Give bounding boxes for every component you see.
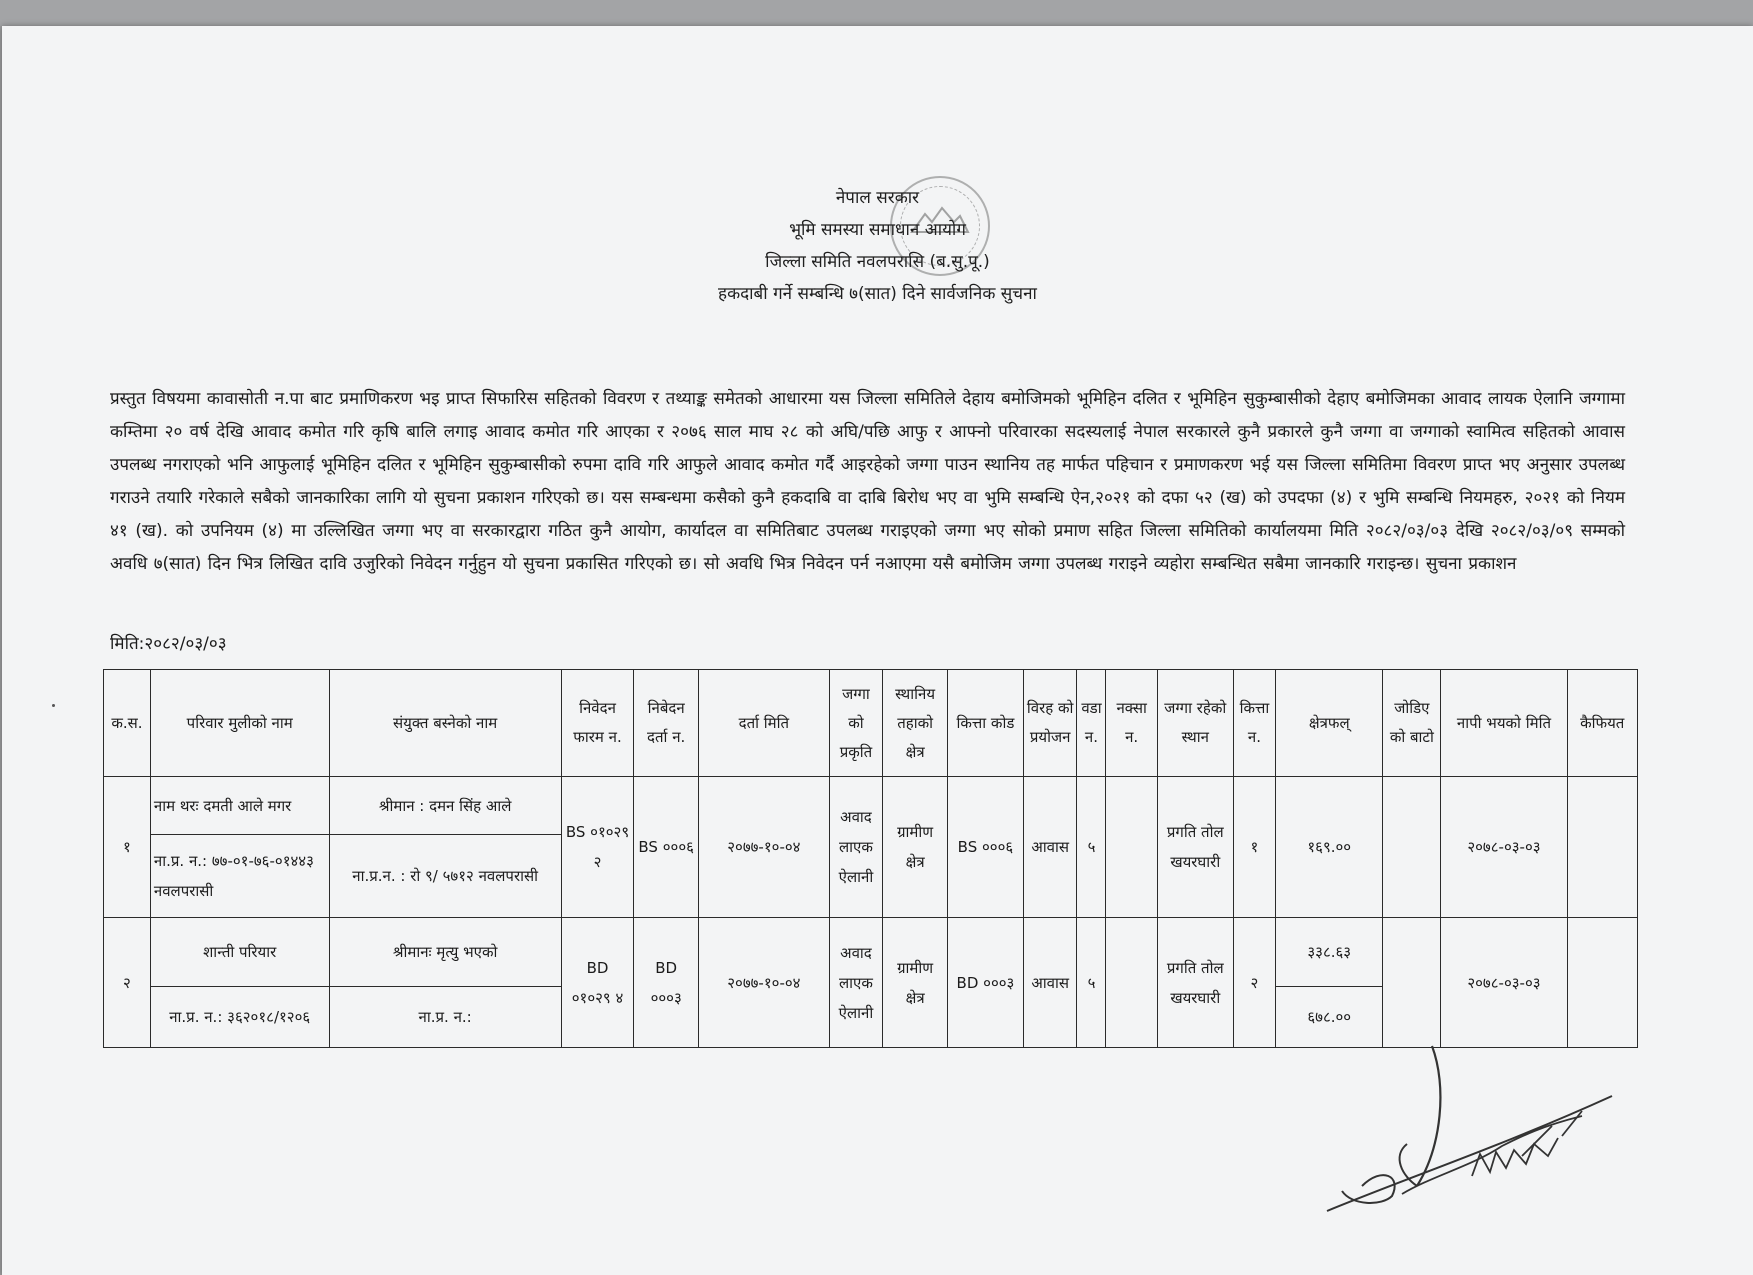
column-header: निवेदन फारम न. — [561, 670, 634, 777]
handwritten-signature — [1322, 1026, 1622, 1216]
column-header: कित्ता न. — [1233, 670, 1275, 777]
cell-area: ६७८.०० — [1276, 987, 1383, 1048]
cell-map-no — [1106, 777, 1157, 918]
cell-land-nature: अवाद लाएक ऐलानी — [829, 918, 883, 1048]
claimants-table — [103, 669, 1638, 1048]
notice-header — [2, 182, 1753, 310]
punch-mark — [52, 704, 55, 707]
cell-reg-no: BS ०००६ — [634, 777, 699, 918]
cell-area: १६९.०० — [1276, 777, 1383, 918]
cell-reg-no: BD ०००३ — [634, 918, 699, 1048]
cell-joint-cit: ना.प्र. न.: — [329, 987, 561, 1048]
cell-family-head-name: नाम थरः दमती आले मगर — [150, 777, 329, 835]
cell-family-head-name: शान्ती परियार — [150, 918, 329, 987]
header-government: नेपाल सरकार — [835, 188, 920, 208]
column-header: वडा न. — [1077, 670, 1106, 777]
document-page — [2, 26, 1753, 1275]
cell-remarks — [1567, 777, 1637, 918]
cell-joint-name: श्रीमानः मृत्यु भएको — [329, 918, 561, 987]
cell-kitta-no: १ — [1233, 777, 1275, 918]
table-row — [104, 918, 1638, 987]
column-header: जग्गा को प्रकृति — [829, 670, 883, 777]
column-header: कित्ता कोड — [947, 670, 1023, 777]
cell-local-area: ग्रामीण क्षेत्र — [883, 777, 948, 918]
cell-form-no: BS ०१०२९ २ — [561, 777, 634, 918]
cell-kitta-no: २ — [1233, 918, 1275, 1048]
cell-joint-cit: ना.प्र.न. : रो ९/ ५७१२ नवलपरासी — [329, 835, 561, 918]
notice-body: प्रस्तुत विषयमा कावासोती न.पा बाट प्रमाणिकरण भइ प्राप्त सिफारिस सहितको विवरण र तथ्याङ्क समेतको आधारमा यस जिल्ला समितिले देहाय बमोजिमको भूमिहिन दलित र भूमिहिन सुकुम्बासीको देहाए बमोजिमका आवाद लायक ऐलानि जग्गामा कम्तिमा २० वर्ष देखि आवाद कमोत गरि कृषि बालि लगाइ आवाद कमोत गरि आएका र २०७६ साल माघ २८ को अघि/पछि आफु र आफ्नो परिवारका सदस्यलाई नेपाल सरकारले कुनै प्रकारले कुनै जग्गा वा जग्गाको स्वामित्व सहितको आवास उपलब्ध नगराएको भनि आफुलाई भूमिहिन दलित र भूमिहिन सुकुम्बासीको रुपमा दावि गरि आफुले आवाद कमोत गर्दै आइरहेको जग्गा पाउन स्थानिय तह मार्फत पहिचान र प्रमाणकरण भई यस जिल्ला समितिमा विवरण प्राप्त भए अनुसार उपलब्ध गराउने तयारि गरेकाले सबैको जानकारिका लागि यो सुचना प्रकाशन गरिएको छ। यस सम्बन्धमा कसैको कुनै हकदाबि वा दाबि बिरोध भए वा भुमि सम्बन्धि ऐन,२०२१ को दफा ५२ (ख) को उपदफा (४) र भुमि सम्बन्धि नियमहरु, २०२१ को नियम ४१ (ख). को उपनियम (४) मा उल्लिखित जग्गा भए वा सरकारद्वारा गठित कुनै आयोग, कार्यादल वा समितिबाट उपलब्ध गराइएको जग्गा भए सोको प्रमाण सहित जिल्ला समितिको कार्यालयमा मिति २०८२/०३/०३ देखि २०८२/०३/०९ सम्मको अवधि ७(सात) दिन भित्र लिखित दावि उजुरिको निवेदन गर्नुहुन यो सुचना प्रकासित गरिएको छ। सो अवधि भित्र निवेदन पर्न नआएमा यसै बमोजिम जग्गा उपलब्ध गराइने व्यहोरा सम्बन्धित सबैमा जानकारि गराइन्छ। सुचना प्रकाशन — [110, 389, 1625, 574]
cell-location: प्रगति तोल खयरघारी — [1157, 918, 1233, 1048]
cell-form-no: BD ०१०२९ ४ — [561, 918, 634, 1048]
cell-road — [1383, 777, 1441, 918]
cell-ward: ५ — [1077, 918, 1106, 1048]
header-notice-title: हकदाबी गर्ने सम्बन्धि ७(सात) दिने सार्वजनिक सुचना — [718, 284, 1037, 304]
column-header: परिवार मुलीको नाम — [150, 670, 329, 777]
column-header: संयुक्त बस्नेको नाम — [329, 670, 561, 777]
cell-family-head-cit: ना.प्र. न.: ७७-०१-७६-०१४४३ नवलपरासी — [150, 835, 329, 918]
notice-date: मिति:२०८२/०३/०३ — [110, 634, 227, 654]
cell-family-head-cit: ना.प्र. न.: ३६२०१८/१२०६ — [150, 987, 329, 1048]
cell-kitta-code: BD ०००३ — [947, 918, 1023, 1048]
column-header: क्षेत्रफल् — [1276, 670, 1383, 777]
cell-area: ३३८.६३ — [1276, 918, 1383, 987]
cell-kitta-code: BS ०००६ — [947, 777, 1023, 918]
cell-map-no — [1106, 918, 1157, 1048]
cell-joint-name: श्रीमान : दमन सिंह आले — [329, 777, 561, 835]
cell-sn: १ — [104, 777, 151, 918]
scan-background — [0, 0, 1753, 26]
cell-local-area: ग्रामीण क्षेत्र — [883, 918, 948, 1048]
column-header: जग्गा रहेको स्थान — [1157, 670, 1233, 777]
column-header: दर्ता मिति — [699, 670, 830, 777]
cell-purpose: आवास — [1023, 777, 1077, 918]
header-district-committee: जिल्ला समिति नवलपरासि (ब.सु.पू.) — [765, 252, 990, 272]
cell-reg-date: २०७७-१०-०४ — [699, 777, 830, 918]
column-header: कैफियत — [1567, 670, 1637, 777]
column-header: नक्सा न. — [1106, 670, 1157, 777]
cell-sn: २ — [104, 918, 151, 1048]
column-header: जोडिए को बाटो — [1383, 670, 1441, 777]
cell-reg-date: २०७७-१०-०४ — [699, 918, 830, 1048]
cell-land-nature: अवाद लाएक ऐलानी — [829, 777, 883, 918]
column-header: स्थानिय तहाको क्षेत्र — [883, 670, 948, 777]
column-header: नापी भयको मिति — [1441, 670, 1567, 777]
cell-survey-date: २०७८-०३-०३ — [1441, 777, 1567, 918]
cell-survey-date: २०७८-०३-०३ — [1441, 918, 1567, 1048]
table-row — [104, 777, 1638, 835]
column-header: निबेदन दर्ता न. — [634, 670, 699, 777]
column-header: विरह को प्रयोजन — [1023, 670, 1077, 777]
table-header-row — [104, 670, 1638, 777]
cell-location: प्रगति तोल खयरघारी — [1157, 777, 1233, 918]
cell-purpose: आवास — [1023, 918, 1077, 1048]
column-header: क.स. — [104, 670, 151, 777]
cell-ward: ५ — [1077, 777, 1106, 918]
header-commission: भूमि समस्या समाधान आयोग — [789, 220, 966, 240]
